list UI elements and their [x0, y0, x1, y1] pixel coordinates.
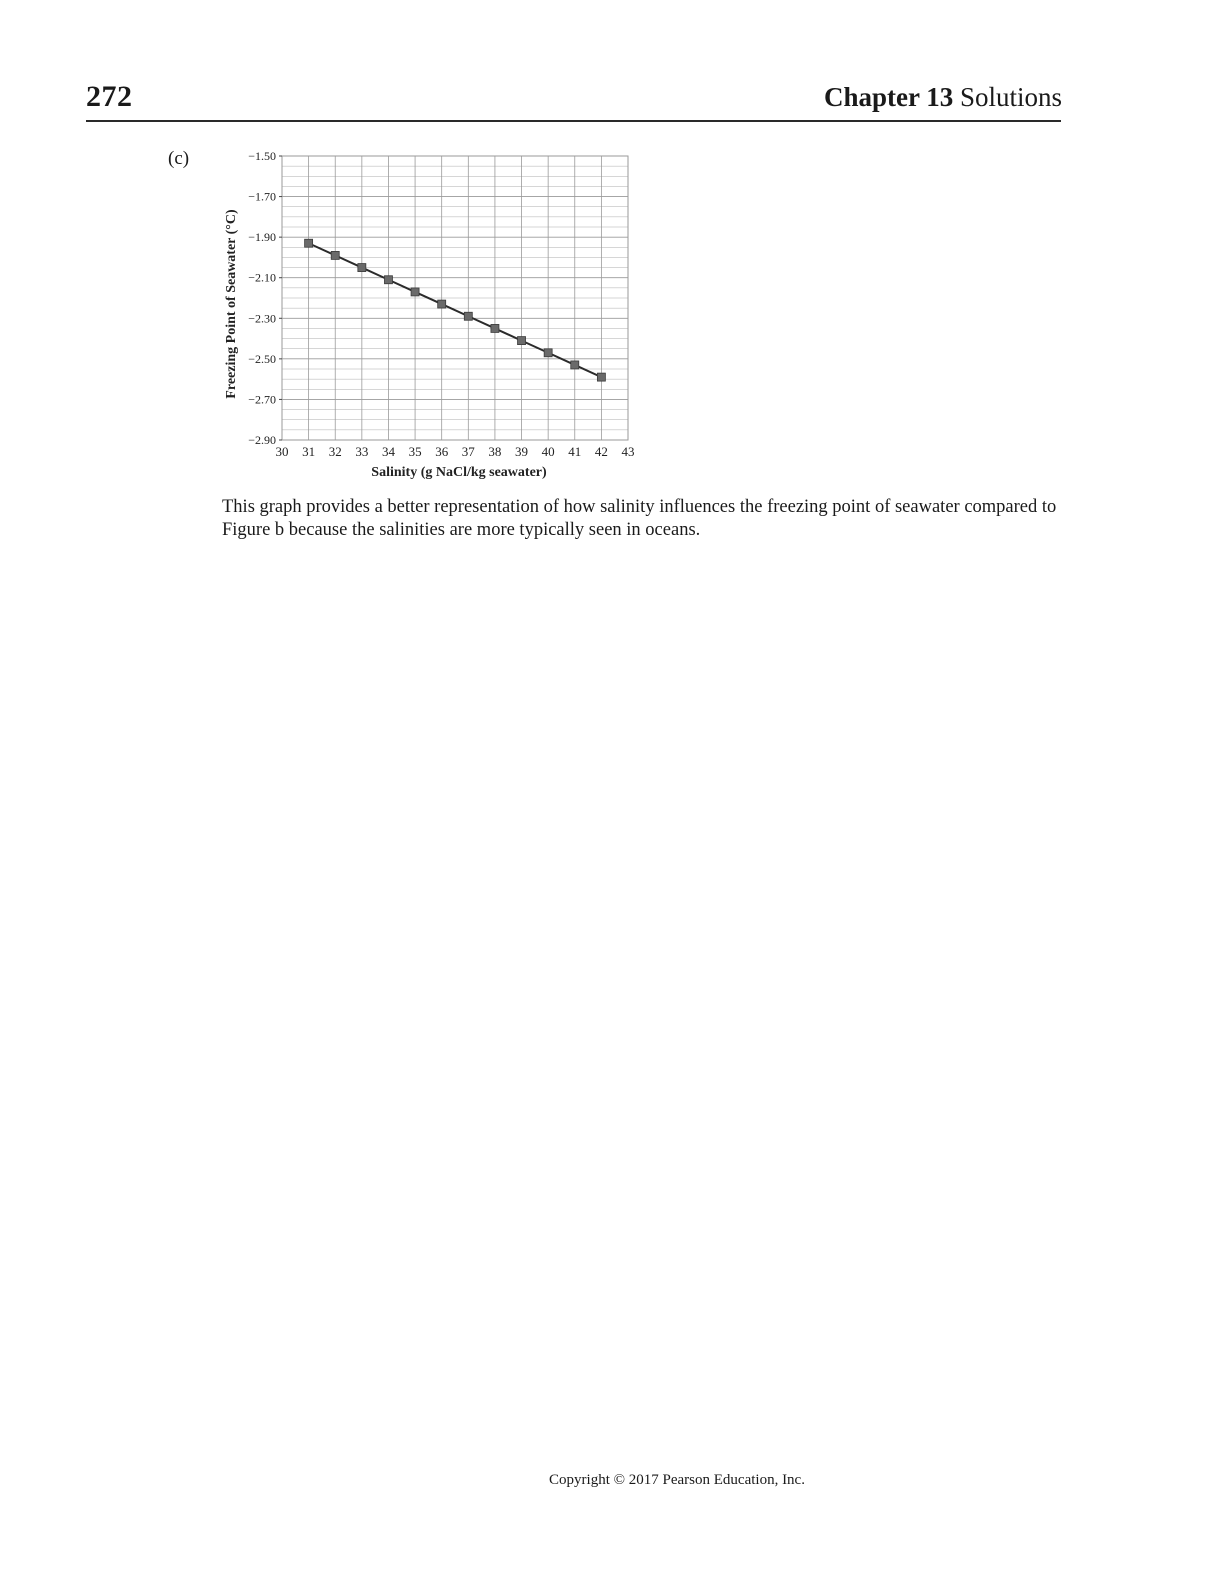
- chapter-label: Chapter 13: [823, 82, 954, 112]
- data-point: [518, 337, 526, 345]
- x-axis-ticks: [276, 444, 635, 459]
- data-point: [491, 324, 499, 332]
- y-axis-label: Freezing Point of Seawater (°C): [224, 209, 239, 399]
- body-paragraph: This graph provides a better representation of how salinity influences the freezing point of seawater compared to Figure b because the salinities are more typically seen in oceans.: [222, 497, 1057, 540]
- y-tick-label: −2.50: [248, 351, 276, 366]
- data-point: [571, 361, 579, 369]
- copyright-footer: Copyright © 2017 Pearson Education, Inc.: [549, 1472, 805, 1488]
- x-tick-label: 38: [488, 444, 502, 459]
- header-rule: [86, 120, 1061, 122]
- x-tick-label: 34: [381, 444, 395, 459]
- y-axis-ticks: [248, 149, 282, 447]
- x-tick-label: 41: [568, 444, 582, 459]
- y-tick-label: −2.10: [248, 270, 276, 285]
- x-tick-label: 37: [461, 444, 475, 459]
- data-point: [305, 239, 313, 247]
- data-point: [331, 251, 339, 259]
- series: [305, 239, 606, 381]
- part-label: (c): [168, 148, 190, 169]
- x-tick-label: 30: [275, 444, 289, 459]
- x-tick-label: 31: [302, 444, 316, 459]
- data-point: [384, 276, 392, 284]
- x-tick-label: 40: [541, 444, 555, 459]
- y-tick-label: −2.90: [248, 433, 276, 447]
- data-point: [544, 349, 552, 357]
- x-tick-label: 32: [328, 444, 342, 459]
- chapter-title: Solutions: [959, 82, 1062, 112]
- grid: [282, 156, 628, 440]
- freezing-point-chart: [215, 140, 655, 490]
- data-point: [438, 300, 446, 308]
- chapter-heading: [824, 82, 1062, 113]
- x-axis-label: Salinity (g NaCl/kg seawater): [371, 465, 547, 480]
- x-tick-label: 43: [621, 444, 635, 459]
- data-point: [464, 312, 472, 320]
- y-tick-label: −2.70: [248, 392, 276, 407]
- x-tick-label: 33: [355, 444, 369, 459]
- x-tick-label: 35: [408, 444, 422, 459]
- series-line: [309, 243, 602, 377]
- y-tick-label: −1.70: [248, 189, 276, 204]
- x-tick-label: 39: [515, 444, 529, 459]
- data-point: [358, 264, 366, 272]
- x-tick-label: 36: [435, 444, 449, 459]
- y-tick-label: −1.50: [248, 149, 276, 163]
- page-number: 272: [86, 80, 133, 113]
- y-tick-label: −1.90: [248, 230, 276, 245]
- x-tick-label: 42: [594, 444, 608, 459]
- data-point: [411, 288, 419, 296]
- y-tick-label: −2.30: [248, 311, 276, 326]
- data-point: [597, 373, 605, 381]
